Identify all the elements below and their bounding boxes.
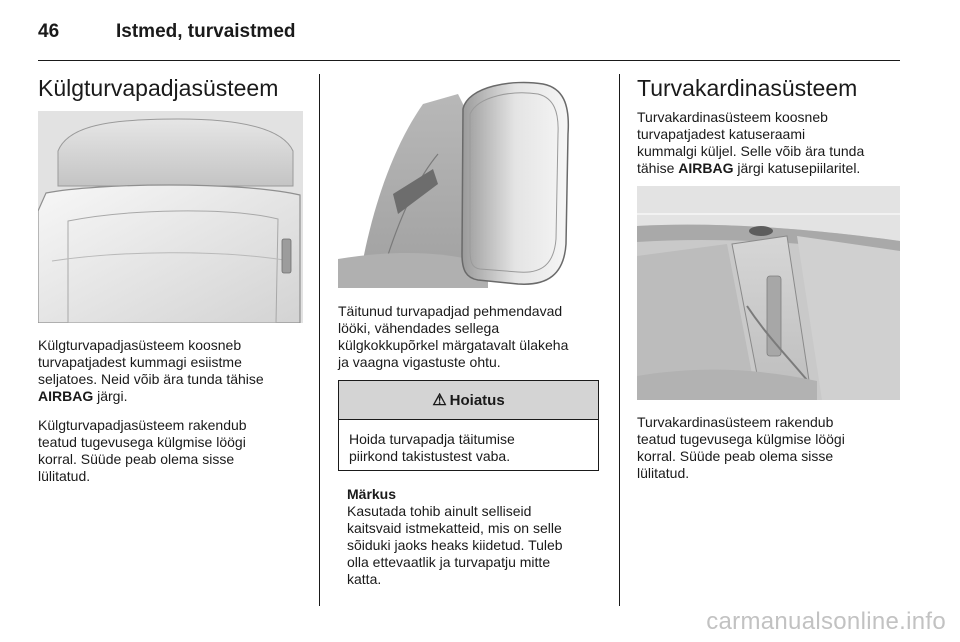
header-rule: [38, 60, 900, 61]
seat-backrest-icon: [38, 111, 303, 323]
warning-title: Hoiatus: [449, 391, 505, 409]
seat-illustration: [38, 111, 303, 323]
note-body: Kasutada tohib ainult selliseid kaitsvaid istmekatteid, mis on selle sõiduki jaoks heaks kiidetud. Tuleb olla ettevaatlik ja turvapatju mitte katta.: [347, 503, 563, 587]
roof-pillar-airbag-label-icon: [637, 186, 900, 400]
inflated-side-airbag-icon: [338, 74, 601, 288]
chapter-title: Istmed, turvaistmed: [116, 21, 296, 42]
side-airbag-paragraph-1: Külgturvapadjasüsteem koosneb turvapatjadest kummagi esiistme seljatoes. Neid võib ära tunda tähise AIRBAG järgi.: [38, 337, 264, 404]
warning-header: [339, 381, 598, 420]
curtain-airbag-paragraph-2: Turvakardinasüsteem rakendub teatud tugevusega külgmise löögi korral. Süüde peab olema sisse lülitatud.: [637, 414, 845, 481]
inflated-airbag-paragraph: Täitunud turvapadjad pehmendavad lööki, vähendades sellega külgkokkupõrkel märgatavalt ülakeha ja vaagna vigastuste ohtu.: [338, 303, 569, 370]
section-heading-curtain-airbag: Turvakardinasüsteem: [637, 75, 858, 101]
column-divider-right: [619, 74, 620, 606]
warning-body: Hoida turvapadja täitumise piirkond takistustest vaba.: [349, 431, 515, 464]
side-airbag-paragraph-2: Külgturvapadjasüsteem rakendub teatud tugevusega külgmise löögi korral. Süüde peab olema sisse lülitatud.: [38, 417, 247, 484]
page-header: [38, 14, 296, 50]
curtain-airbag-paragraph-1: Turvakardinasüsteem koosneb turvapatjadest katuseraami kummalgi küljel. Selle võib ära tunda tähise AIRBAG järgi katusepiilaritel.: [637, 109, 865, 176]
watermark: carmanualsonline.info: [706, 608, 946, 635]
page-number: 46: [38, 21, 60, 42]
warning-triangle-icon: ⚠: [432, 392, 447, 409]
roof-pillar-illustration: [637, 186, 900, 400]
airbag-term: AIRBAG: [38, 388, 94, 404]
inflated-airbag-illustration: [338, 74, 601, 288]
section-heading-side-airbag: Külgturvapadjasüsteem: [38, 75, 279, 101]
column-divider-left: [319, 74, 320, 606]
airbag-term: AIRBAG: [678, 160, 734, 176]
note-title: Märkus: [347, 486, 397, 502]
warning-box: [338, 380, 599, 471]
